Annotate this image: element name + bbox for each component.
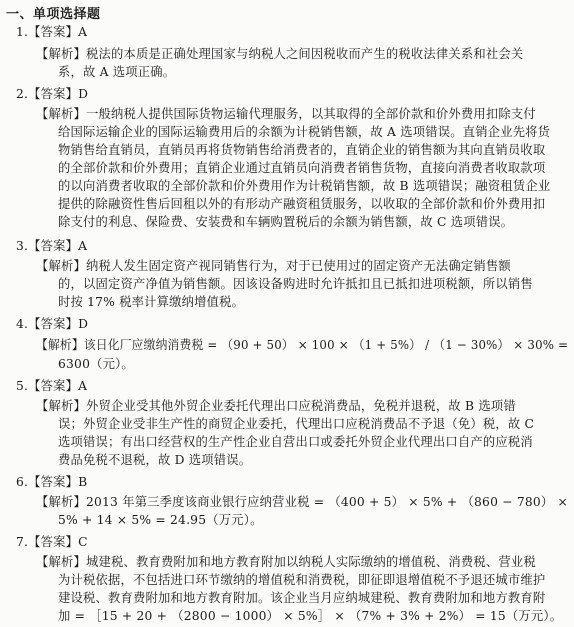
explanation-line: 【解析】外贸企业受其他外贸企业委托代理出口应税消费品，免税并退税，故 B 选项错 xyxy=(36,399,516,413)
explanation-line: 选项错误；有出口经营权的生产性企业自营出口或委托外贸企业代理出口自产的应税消 xyxy=(58,435,533,449)
answer-label: 3.【答案】A xyxy=(16,239,88,253)
explanation-line: 的以向消费者收取的全部价款和价外费用作为计税销售额，故 B 选项错误；融资租赁企业 xyxy=(58,179,551,193)
explanation-line: 建设税、教育费附加和地方教育附加。该企业当月应纳城建税、教育费附加和地方教育附 xyxy=(58,591,546,605)
answer-label: 6.【答案】B xyxy=(16,475,88,489)
explanation-line: 的，以固定资产净值为销售额。因该设备购进时允许抵扣且已抵扣进项税额，所以销售 xyxy=(58,277,533,291)
explanation-line: 的全部价款和价外费用；直销企业通过直销员向消费者销售货物，直接向消费者收取款项 xyxy=(58,161,546,175)
explanation-line: 费品免税不退税，故 D 选项错误。 xyxy=(58,453,252,467)
explanation-line: 【解析】一般纳税人提供国际货物运输代理服务，以其取得的全部价款和价外费用扣除支付 xyxy=(36,107,536,121)
section-title: 一、单项选择题 xyxy=(6,7,101,22)
explanation-line: 5% + 14 × 5% = 24.95（万元）。 xyxy=(58,513,263,527)
explanation-line: 给国际运输企业的国际运输费用后的余额为计税销售额，故 A 选项错误。直销企业先将货 xyxy=(58,125,551,139)
explanation-line: 时按 17% 税率计算缴纳增值税。 xyxy=(58,295,245,309)
explanation-line: 物销售给直销员，直销员再将货物销售给消费者的，直销企业的销售额为其向直销员收取 xyxy=(58,143,546,157)
explanation-line: 【解析】该日化厂应缴纳消费税 = （90 + 50） × 100 × （1 + 5%） / （1 − 30%） × 30% = xyxy=(36,338,569,352)
explanation-line: 为计税依据，不包括进口环节缴纳的增值税和消费税，即征即退增值税不予退还城市维护 xyxy=(58,573,546,587)
answer-label: 4.【答案】D xyxy=(16,317,89,331)
explanation-line: 除支付的利息、保险费、安装费和车辆购置税后的余额为销售额，故 C 选项错误。 xyxy=(58,215,514,229)
explanation-line: 6300（元）。 xyxy=(58,357,134,371)
explanation-line: 加 = ［15 + 20 + （2800 − 1000） × 5%］ × （7% + 3% + 2%） = 15（万元）。 xyxy=(58,609,563,623)
explanation-line: 【解析】2013 年第三季度该商业银行应纳营业税 = （400 + 5） × 5% + （860 − 780） × xyxy=(36,495,568,509)
answer-label: 7.【答案】C xyxy=(16,535,88,549)
explanation-line: 误；外贸企业受非生产性的商贸企业委托，代理出口应税消费品不予退（免）税，故 C xyxy=(58,417,535,431)
explanation-line: 系，故 A 选项正确。 xyxy=(58,65,176,79)
answer-label: 5.【答案】A xyxy=(16,379,88,393)
explanation-line: 【解析】税法的本质是正确处理国家与纳税人之间因税收而产生的税收法律关系和社会关 xyxy=(36,47,524,61)
explanation-line: 【解析】纳税人发生固定资产视同销售行为，对于已使用过的固定资产无法确定销售额 xyxy=(36,259,511,273)
explanation-line: 提供的除融资性售后回租以外的有形动产融资租赁服务，以收取的全部价款和价外费用扣 xyxy=(58,197,546,211)
answer-label: 2.【答案】D xyxy=(16,87,89,101)
explanation-line: 【解析】城建税、教育费附加和地方教育附加以纳税人实际缴纳的增值税、消费税、营业税 xyxy=(36,555,536,569)
answer-label: 1.【答案】A xyxy=(16,25,88,39)
